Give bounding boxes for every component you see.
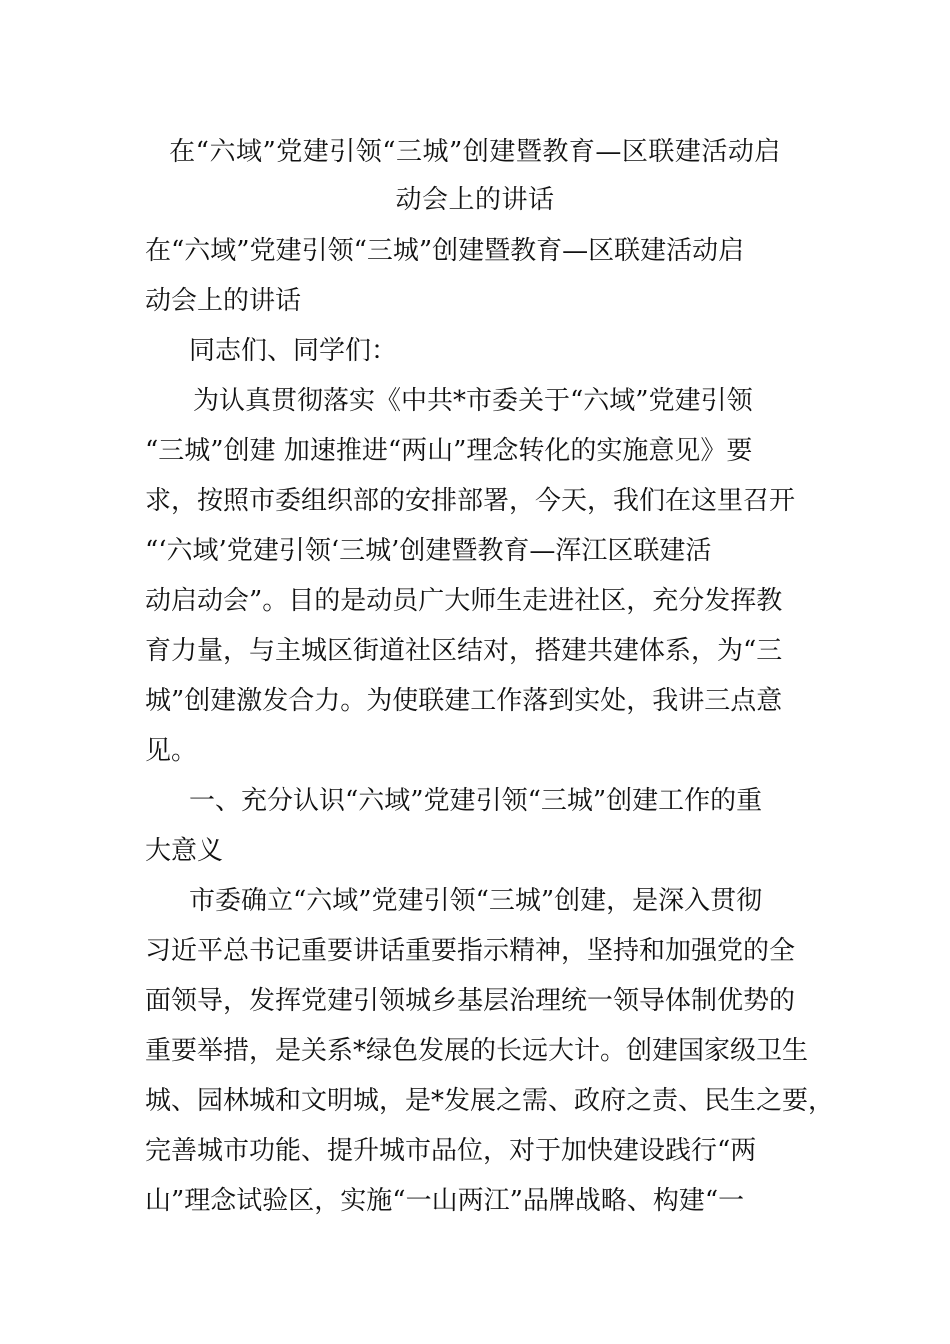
document-body — [145, 226, 835, 1226]
heading-line: 大意义 — [145, 836, 224, 866]
paragraph-line: 见。 — [145, 736, 198, 766]
repeat-title — [145, 226, 807, 326]
paragraph-2 — [145, 876, 835, 1226]
paragraph-line: 山”理念试验区，实施“一山两江”品牌战略、构建“一 — [145, 1186, 745, 1216]
paragraph-line: “三城”创建 加速推进“两山”理念转化的实施意见》要 — [145, 436, 753, 466]
repeat-title-line: 动会上的讲话 — [145, 286, 302, 316]
paragraph-1 — [145, 376, 807, 776]
section-heading-1 — [145, 776, 807, 876]
paragraph-line: 重要举措，是关系*绿色发展的长远大计。创建国家级卫生 — [145, 1036, 809, 1066]
paragraph-line: “‘六域’党建引领‘三城’创建暨教育—浑江区联建活 — [145, 536, 712, 566]
salutation-text: 同志们、同学们： — [189, 336, 398, 366]
paragraph-line: 为认真贯彻落实《中共*市委关于“六域”党建引领 — [193, 386, 753, 416]
title-line: 在“六域”党建引领“三城”创建暨教育—区联建活动启 — [169, 137, 781, 167]
paragraph-line: 面领导，发挥党建引领城乡基层治理统一领导体制优势的 — [145, 986, 796, 1016]
repeat-title-line: 在“六域”党建引领“三城”创建暨教育—区联建活动启 — [145, 236, 745, 266]
paragraph-line: 习近平总书记重要讲话重要指示精神，坚持和加强党的全 — [145, 936, 796, 966]
paragraph-line: 动启动会”。目的是动员广大师生走进社区，充分发挥教 — [145, 586, 783, 616]
heading-line: 一、充分认识“六域”党建引领“三城”创建工作的重 — [189, 786, 763, 816]
paragraph-line: 市委确立“六域”党建引领“三城”创建，是深入贯彻 — [189, 886, 763, 916]
salutation — [145, 326, 807, 376]
paragraph-line: 完善城市功能、提升城市品位，对于加快建设践行“两 — [145, 1136, 757, 1166]
paragraph-line: 育力量，与主城区街道社区结对，搭建共建体系，为“三 — [145, 636, 783, 666]
title-line: 动会上的讲话 — [395, 185, 555, 215]
document-title — [145, 128, 805, 224]
paragraph-line: 求，按照市委组织部的安排部署，今天，我们在这里召开 — [145, 486, 796, 516]
paragraph-line: 城、园林城和文明城，是*发展之需、政府之责、民生之要， — [145, 1086, 835, 1116]
paragraph-line: 城”创建激发合力。为使联建工作落到实处，我讲三点意 — [145, 686, 783, 716]
